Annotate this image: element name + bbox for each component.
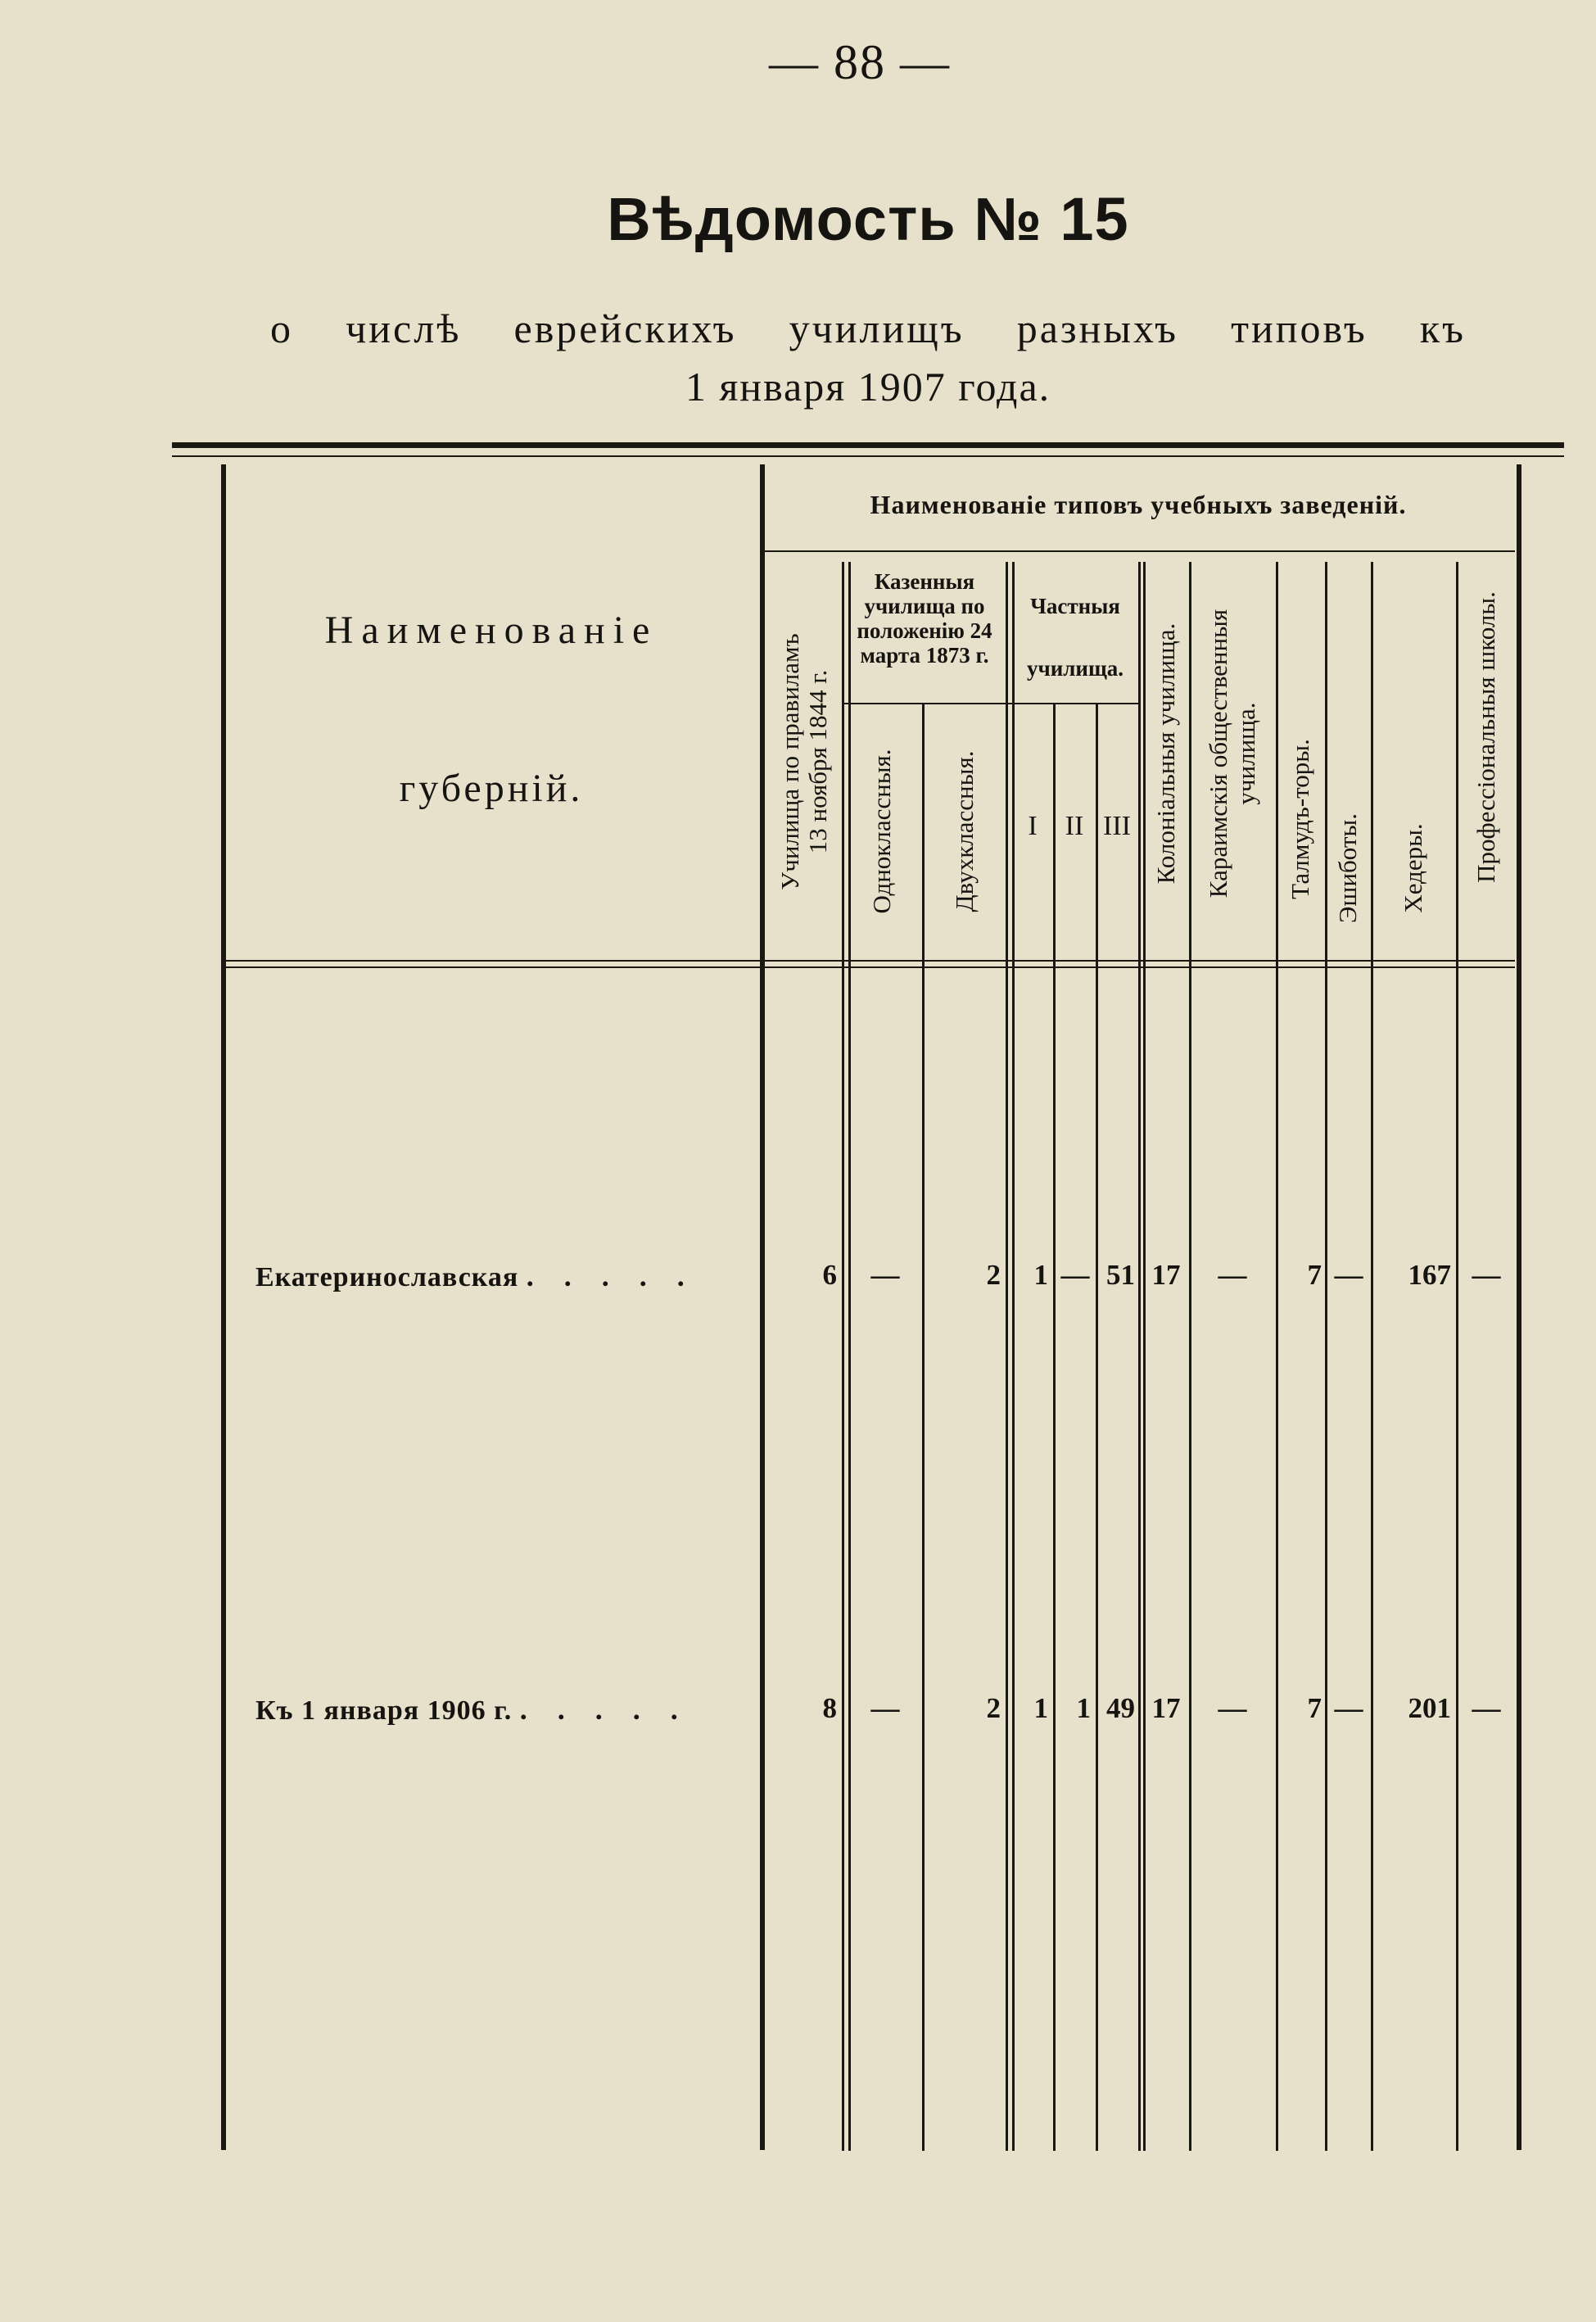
document-subtitle-line2: 1 января 1907 года. (685, 364, 1051, 410)
document-title: Вѣдомость № 15 (607, 185, 1129, 253)
column-rule (1053, 703, 1056, 2151)
column-header-eshiboty: Эшиботы. (1333, 813, 1362, 923)
column-header-colonial: Колоніальныя училища. (1151, 622, 1180, 885)
province-header-line2: губерній. (399, 767, 584, 810)
private-group-line2: училища. (1026, 656, 1124, 681)
column-header-talmud-tora: Талмудъ-торы. (1286, 739, 1314, 899)
table-cell: 8 (822, 1692, 837, 1724)
table-row-label (255, 1259, 696, 1293)
table-right-border (1517, 464, 1521, 2150)
table-cell: — (1218, 1259, 1247, 1291)
column-header-private-3: III (1103, 811, 1131, 841)
private-schools-group-header (1012, 594, 1138, 681)
column-rule (1371, 562, 1373, 2151)
column-header-prof: Профессіональныя школы. (1472, 591, 1500, 883)
table-cell: 51 (1106, 1259, 1135, 1291)
table-cell: — (870, 1259, 900, 1291)
private-group-rule (1007, 703, 1138, 704)
types-header-rule (762, 550, 1515, 552)
types-header: Наименованіе типовъ учебныхъ заведеній. (870, 490, 1407, 519)
column-rule (1096, 703, 1098, 2151)
leader-dots: . . . . . (519, 1693, 689, 1726)
column-rule (1325, 562, 1327, 2151)
table-cell: 49 (1106, 1692, 1135, 1724)
column-rule (1138, 562, 1141, 2151)
table-row-label (255, 1692, 689, 1727)
province-column-border (760, 464, 765, 2150)
column-header-private-2: II (1065, 811, 1084, 841)
table-cell: — (1218, 1692, 1247, 1724)
table-cell: 17 (1151, 1692, 1181, 1724)
table-top-rule (172, 442, 1564, 448)
column-rule (1189, 562, 1191, 2151)
table-cell: — (1060, 1259, 1090, 1291)
table-cell: 7 (1307, 1259, 1322, 1291)
column-rule (1006, 562, 1008, 2151)
private-group-line1: Частныя (1030, 594, 1120, 618)
table-cell: 201 (1408, 1692, 1451, 1724)
column-rule (1012, 562, 1015, 2151)
comparison-date: Къ 1 января 1906 г. (255, 1695, 513, 1726)
page-number: — 88 — (769, 35, 951, 89)
column-header-two-class: Двухклассныя. (950, 750, 979, 912)
leader-dots: . . . . . (526, 1260, 696, 1292)
column-header-hedery: Хедеры. (1399, 823, 1427, 913)
table-cell: — (1472, 1692, 1501, 1724)
table-left-border (221, 464, 226, 2150)
table-cell: — (1472, 1259, 1501, 1291)
document-subtitle-line1: о числѣ еврейскихъ училищъ разныхъ типовъ къ (270, 306, 1466, 351)
province-header: Наименованіе (324, 609, 658, 652)
table-cell: — (870, 1692, 900, 1724)
column-rule (848, 562, 851, 2151)
column-rule (922, 703, 925, 2151)
column-header-private-1: I (1028, 811, 1038, 841)
table-cell: 7 (1307, 1692, 1322, 1724)
column-rule (1143, 562, 1146, 2151)
table-cell: 1 (1076, 1692, 1091, 1724)
header-bottom-rule (221, 960, 1515, 962)
header-bottom-rule-2 (221, 966, 1515, 968)
state-schools-group-header: Казенныя училища по положенію 24 марта 1873 г. (857, 569, 992, 668)
table-cell: 6 (822, 1259, 837, 1291)
column-header-one-class: Одноклассныя. (867, 749, 896, 914)
column-header-1844: Училища по правиламъ 13 ноября 1844 г. (775, 633, 832, 890)
table-top-rule-thin (172, 455, 1564, 457)
column-header-karaite: Караимскія общественныя училища. (1204, 609, 1260, 898)
column-rule (842, 562, 844, 2151)
table-cell: 17 (1151, 1259, 1181, 1291)
state-group-rule (843, 703, 1007, 704)
province-name: Екатеринославская (255, 1262, 519, 1292)
table-cell: 2 (986, 1259, 1001, 1291)
table-cell: — (1334, 1692, 1363, 1724)
table-cell: — (1334, 1259, 1363, 1291)
table-cell: 167 (1408, 1259, 1451, 1291)
column-rule (1456, 562, 1458, 2151)
table-cell: 1 (1033, 1692, 1048, 1724)
table-cell: 2 (986, 1692, 1001, 1724)
table-cell: 1 (1033, 1259, 1048, 1291)
column-rule (1276, 562, 1278, 2151)
